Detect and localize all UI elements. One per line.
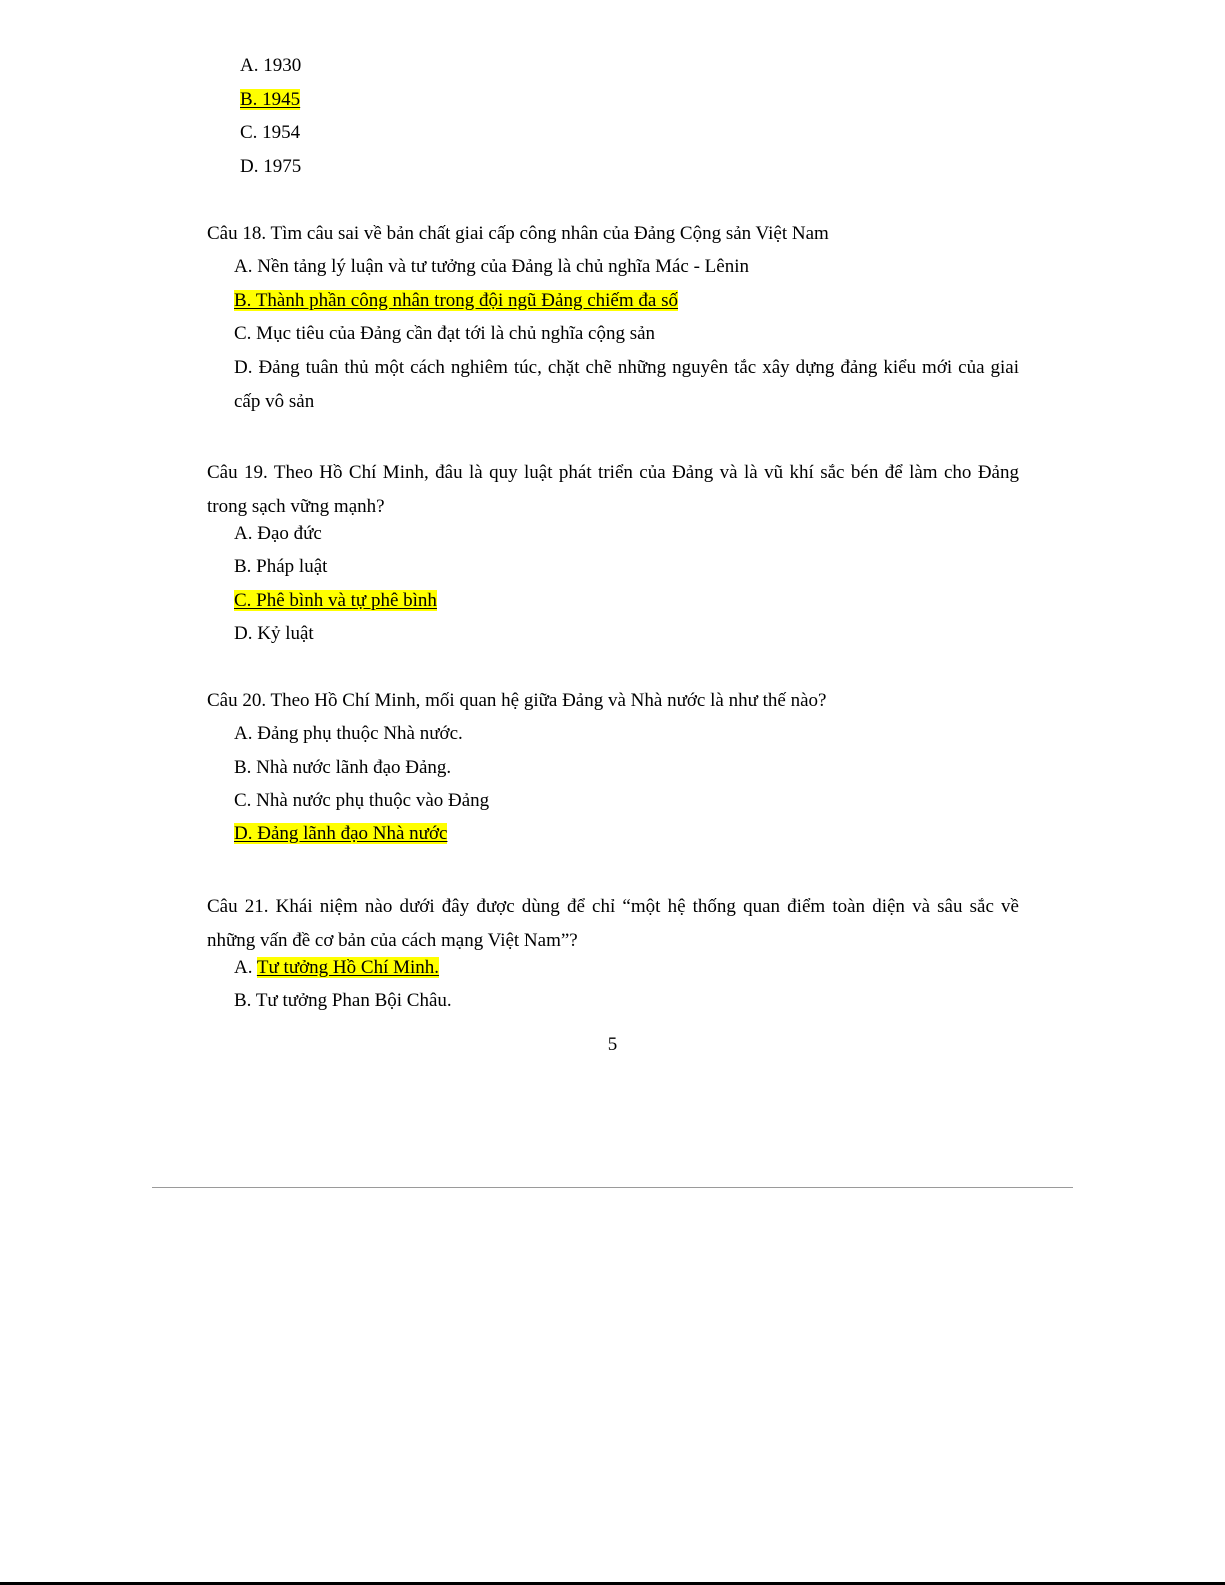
q21-option-a bbox=[234, 957, 439, 979]
option-text: B. Pháp luật bbox=[234, 556, 328, 577]
question-18 bbox=[207, 223, 829, 245]
question-19 bbox=[207, 456, 1019, 523]
option-text-highlighted: D. Đảng lãnh đạo Nhà nước bbox=[234, 823, 448, 844]
question-text: Câu 21. Khái niệm nào dưới đây được dùng để chỉ “một hệ thống quan điểm toàn diện và sâu sắc về những vấn đề cơ bản của cách mạng Việt Nam”? bbox=[207, 896, 1019, 951]
option-text-highlighted: B. Thành phần công nhân trong đội ngũ Đảng chiếm đa số bbox=[234, 290, 678, 311]
page-separator bbox=[152, 1187, 1073, 1188]
option-text: A. Nền tảng lý luận và tư tưởng của Đảng là chủ nghĩa Mác - Lênin bbox=[234, 256, 749, 277]
option-prev-d bbox=[240, 156, 301, 178]
question-text: Câu 19. Theo Hồ Chí Minh, đâu là quy luật phát triển của Đảng và là vũ khí sắc bén để làm cho Đảng trong sạch vững mạnh? bbox=[207, 462, 1019, 517]
q18-option-d bbox=[234, 351, 1019, 418]
option-prefix: A. bbox=[234, 957, 257, 978]
q18-option-b bbox=[234, 290, 678, 312]
q20-option-d bbox=[234, 823, 447, 845]
option-text: C. Nhà nước phụ thuộc vào Đảng bbox=[234, 790, 490, 811]
q18-option-c bbox=[234, 323, 655, 345]
q21-option-b bbox=[234, 990, 452, 1012]
option-text-highlighted: B. 1945 bbox=[240, 89, 301, 110]
q19-option-a bbox=[234, 523, 322, 545]
option-text-highlighted: Tư tưởng Hồ Chí Minh. bbox=[256, 957, 440, 978]
question-21 bbox=[207, 890, 1019, 957]
q20-option-b bbox=[234, 757, 451, 779]
option-text: A. 1930 bbox=[240, 55, 302, 76]
question-20 bbox=[207, 690, 826, 712]
question-text: Câu 18. Tìm câu sai về bản chất giai cấp công nhân của Đảng Cộng sản Việt Nam bbox=[207, 223, 829, 244]
option-text: A. Đạo đức bbox=[234, 523, 322, 544]
q19-option-c bbox=[234, 590, 437, 612]
option-text: D. Đảng tuân thủ một cách nghiêm túc, chặt chẽ những nguyên tắc xây dựng đảng kiểu mới của giai cấp vô sản bbox=[234, 357, 1019, 412]
option-text: C. 1954 bbox=[240, 122, 301, 143]
option-text-highlighted: C. Phê bình và tự phê bình bbox=[234, 590, 437, 611]
option-prev-a bbox=[240, 55, 301, 77]
option-text: B. Tư tưởng Phan Bội Châu. bbox=[234, 990, 452, 1011]
option-text: C. Mục tiêu của Đảng cần đạt tới là chủ nghĩa cộng sản bbox=[234, 323, 656, 344]
option-text: A. Đảng phụ thuộc Nhà nước. bbox=[234, 723, 463, 744]
option-text: B. Nhà nước lãnh đạo Đảng. bbox=[234, 757, 452, 778]
option-text: D. Kỷ luật bbox=[234, 623, 314, 644]
q19-option-d bbox=[234, 623, 314, 645]
q18-option-a bbox=[234, 256, 749, 278]
q20-option-c bbox=[234, 790, 489, 812]
page-number: 5 bbox=[607, 1034, 618, 1055]
option-text: D. 1975 bbox=[240, 156, 302, 177]
option-prev-b bbox=[240, 89, 300, 111]
option-prev-c bbox=[240, 122, 300, 144]
question-text: Câu 20. Theo Hồ Chí Minh, mối quan hệ giữa Đảng và Nhà nước là như thế nào? bbox=[207, 690, 827, 711]
q20-option-a bbox=[234, 723, 463, 745]
q19-option-b bbox=[234, 556, 327, 578]
